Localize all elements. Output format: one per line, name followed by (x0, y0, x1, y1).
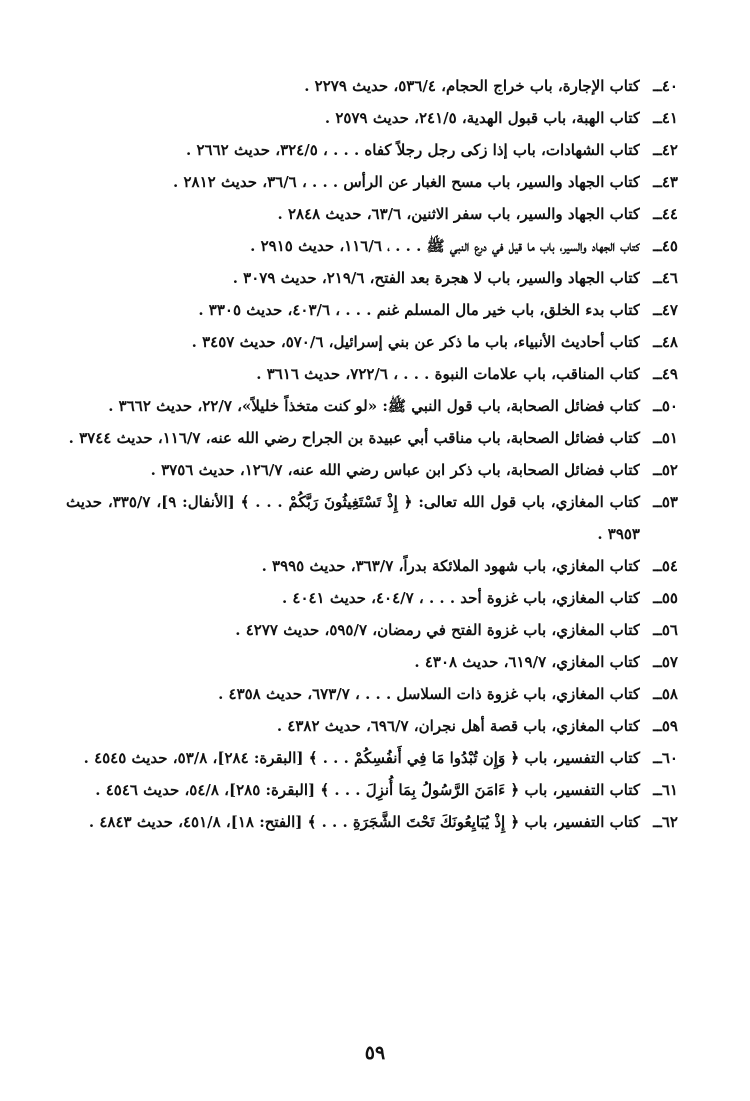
entry-text: كتاب المغازي، باب غزوة ذات السلاسل . . . ، ٦٧٣/٧، حديث ٤٣٥٨ . (218, 685, 640, 703)
entry-text: كتاب التفسير، باب ﴿ إِذْ يُبَايِعُونَكَ تَحْتَ الشَّجَرَةِ . . . ﴾ [الفتح: ١٨]، ٤٥١/٨، حديث ٤٨٤٣ . (88, 813, 640, 831)
list-item (66, 646, 678, 678)
entry-text: كتاب التفسير، باب ﴿ وَإِن تُبْدُوا مَا فِي أَنفُسِكُمْ . . . ﴾ [البقرة: ٢٨٤]، ٥٣/٨، حديث ٤٥٤٥ . (83, 749, 640, 767)
list-item (66, 742, 678, 774)
entry-text: كتاب بدء الخلق، باب خير مال المسلم غنم . . . ، ٤٠٣/٦، حديث ٣٣٠٥ . (198, 301, 640, 319)
entry-number: ٥٠ــ (653, 397, 678, 415)
list-item (66, 230, 678, 262)
entry-text: كتاب المغازي، ٦١٩/٧، حديث ٤٣٠٨ . (414, 653, 640, 671)
entry-number: ٤٤ــ (653, 205, 678, 223)
entry-text: كتاب الهبة، باب قبول الهدية، ٢٤١/٥، حديث ٢٥٧٩ . (324, 109, 640, 127)
entry-number: ٤٥ــ (653, 237, 678, 255)
list-item (66, 134, 678, 166)
list-item (66, 166, 678, 198)
entry-number: ٤٨ــ (653, 333, 678, 351)
entry-number: ٥٥ــ (653, 589, 678, 607)
list-item (66, 326, 678, 358)
page-number: ٥٩ (364, 1042, 386, 1064)
entry-number: ٤١ــ (653, 109, 678, 127)
entry-text: كتاب الجهاد والسير، باب ما قيل في درع النبي ﷺ . . . ، ١١٦/٦، حديث ٢٩١٥ . (250, 237, 640, 255)
entry-number: ٦٠ــ (653, 749, 678, 767)
entry-text: كتاب المغازي، باب غزوة أحد . . . ، ٤٠٤/٧، حديث ٤٠٤١ . (281, 589, 640, 607)
entry-number: ٦٢ــ (653, 813, 678, 831)
list-item (66, 358, 678, 390)
list-item (66, 774, 678, 806)
entry-text: كتاب المغازي، باب قول الله تعالى: ﴿ إِذْ تَسْتَغِيثُونَ رَبَّكُمْ . . . ﴾ [الأنفال: ٩]، ٣٣٥/٧، حديث ٣٩٥٣ . (66, 493, 640, 543)
entry-number: ٦١ــ (653, 781, 678, 799)
list-item (66, 70, 678, 102)
entry-number: ٥١ــ (653, 429, 678, 447)
entry-text: كتاب أحاديث الأنبياء، باب ما ذكر عن بني إسرائيل، ٥٧٠/٦، حديث ٣٤٥٧ . (191, 333, 640, 351)
entry-number: ٥٨ــ (653, 685, 678, 703)
entry-number: ٤٧ــ (653, 301, 678, 319)
entry-text: كتاب الجهاد والسير، باب لا هجرة بعد الفتح، ٢١٩/٦، حديث ٣٠٧٩ . (232, 269, 640, 287)
list-item (66, 390, 678, 422)
entry-text: كتاب المغازي، باب قصة أهل نجران، ٦٩٦/٧، حديث ٤٣٨٢ . (276, 717, 640, 735)
list-item (66, 294, 678, 326)
entry-text: كتاب فضائل الصحابة، باب قول النبي ﷺ: «لو كنت متخذاً خليلاً»، ٢٢/٧، حديث ٣٦٦٢ . (108, 397, 640, 415)
list-item (66, 582, 678, 614)
entry-number: ٥٧ــ (653, 653, 678, 671)
reference-list (66, 70, 678, 1030)
list-item (66, 806, 678, 838)
list-item (66, 262, 678, 294)
list-item (66, 710, 678, 742)
entry-text: كتاب الإجارة، باب خراج الحجام، ٥٣٦/٤، حديث ٢٢٧٩ . (304, 77, 640, 95)
list-item (66, 486, 678, 550)
list-item (66, 454, 678, 486)
list-item (66, 678, 678, 710)
entry-number: ٥٩ــ (653, 717, 678, 735)
entry-text: كتاب المغازي، باب غزوة الفتح في رمضان، ٥٩٥/٧، حديث ٤٢٧٧ . (235, 621, 640, 639)
entry-number: ٤٩ــ (653, 365, 678, 383)
entry-text: كتاب التفسير، باب ﴿ ءَامَنَ الرَّسُولُ بِمَا أُنزِلَ . . . ﴾ [البقرة: ٢٨٥]، ٥٤/٨، حديث ٤٥٤٦ . (95, 781, 640, 799)
list-item (66, 614, 678, 646)
entry-text: كتاب فضائل الصحابة، باب مناقب أبي عبيدة بن الجراح رضي الله عنه، ١١٦/٧، حديث ٣٧٤٤ . (68, 429, 640, 447)
entry-text: كتاب المغازي، باب شهود الملائكة بدراً، ٣٦٣/٧، حديث ٣٩٩٥ . (261, 557, 640, 575)
entry-text: كتاب المناقب، باب علامات النبوة . . . ، ٧٢٢/٦، حديث ٣٦١٦ . (256, 365, 640, 383)
entry-text: كتاب الشهادات، باب إذا زكى رجل رجلاً كفاه . . . ، ٣٢٤/٥، حديث ٢٦٦٢ . (186, 141, 640, 159)
entry-number: ٥٢ــ (653, 461, 678, 479)
entry-number: ٥٣ــ (653, 493, 678, 511)
list-item (66, 102, 678, 134)
entry-number: ٥٦ــ (653, 621, 678, 639)
entry-text: كتاب فضائل الصحابة، باب ذكر ابن عباس رضي الله عنه، ١٢٦/٧، حديث ٣٧٥٦ . (150, 461, 640, 479)
entry-number: ٥٤ــ (653, 557, 678, 575)
list-item (66, 422, 678, 454)
entry-text: كتاب الجهاد والسير، باب مسح الغبار عن الرأس . . . ، ٣٦/٦، حديث ٢٨١٢ . (173, 173, 640, 191)
entry-number: ٤٣ــ (653, 173, 678, 191)
list-item (66, 198, 678, 230)
entry-number: ٤٠ــ (653, 77, 678, 95)
entry-text: كتاب الجهاد والسير، باب سفر الاثنين، ٦٣/٦، حديث ٢٨٤٨ . (277, 205, 640, 223)
list-item (66, 550, 678, 582)
entry-number: ٤٢ــ (653, 141, 678, 159)
entry-number: ٤٦ــ (653, 269, 678, 287)
